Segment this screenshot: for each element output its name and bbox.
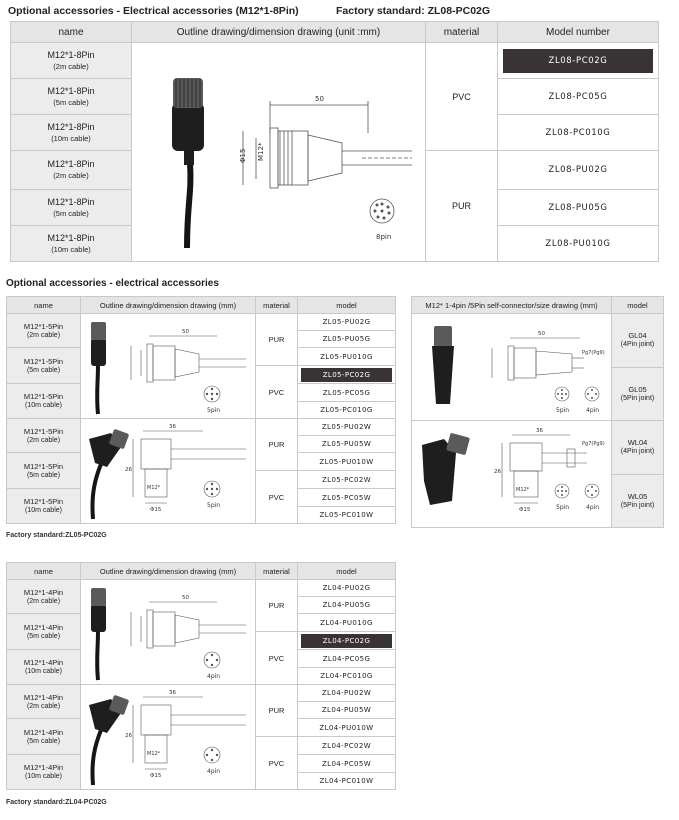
header-drawing: Outline drawing/dimension drawing (unit :mm) — [132, 22, 426, 43]
model-cell[interactable]: ZL04-PU05G — [298, 597, 396, 614]
material-cell: PVC — [256, 366, 298, 419]
name-cell: M12*1-5Pin (2m cable) — [7, 314, 81, 348]
name-cell: M12*1-8Pin (5m cable) — [11, 190, 132, 226]
name-cell: M12*1-5Pin (2m cable) — [7, 419, 81, 453]
section4-standard: Factory standard:ZL04-PC02G — [6, 799, 107, 806]
model-cell[interactable]: ZL05-PC05W — [298, 489, 396, 507]
dim-thread: M12* — [516, 487, 530, 493]
dim-length: 36 — [536, 428, 543, 434]
header-material: material — [256, 297, 298, 314]
connector-8pin-drawing — [132, 43, 426, 259]
dim-thread: M12* — [147, 485, 161, 491]
material-cell: PVC — [256, 471, 298, 524]
header-model: Model number — [498, 22, 659, 43]
drawing-self-angle — [412, 421, 612, 528]
name-cell: M12*1-8Pin (10m cable) — [11, 226, 132, 262]
model-cell[interactable]: ZL04-PU010G — [298, 614, 396, 632]
section2-standard: Factory standard:ZL05-PC02G — [6, 532, 107, 539]
model-cell[interactable]: ZL05-PU05G — [298, 331, 396, 348]
pin4-label: 4pin — [586, 407, 600, 414]
dim-height: 26 — [125, 467, 132, 473]
material-cell: PVC — [256, 737, 298, 790]
model-cell[interactable]: ZL08-PC05G — [498, 79, 659, 115]
name-cell: M12*1-5Pin (10m cable) — [7, 384, 81, 419]
model-cell[interactable]: ZL08-PU05G — [498, 190, 659, 226]
pin5-label: 5pin — [556, 504, 570, 511]
model-cell[interactable]: ZL05-PU010G — [298, 348, 396, 366]
connector-4pin-straight-drawing — [81, 580, 256, 682]
model-cell[interactable]: WL05 (5Pin joint) — [612, 474, 664, 528]
connector-4pin-angle-drawing — [81, 685, 256, 787]
model-cell[interactable]: GL05 (5Pin joint) — [612, 367, 664, 421]
table-8pin — [10, 21, 659, 262]
model-cell[interactable]: ZL04-PC02W — [298, 737, 396, 755]
name-cell: M12*1-8Pin (10m cable) — [11, 115, 132, 151]
table-4pin — [6, 562, 396, 790]
section2-title: Optional accessories - electrical accessories — [6, 278, 219, 289]
model-cell[interactable]: ZL04-PC010W — [298, 773, 396, 790]
header-drawing: Outline drawing/dimension drawing (mm) — [81, 563, 256, 580]
connector-5pin-straight-drawing — [81, 314, 256, 416]
header-model: model — [298, 563, 396, 580]
name-cell: M12*1-4Pin (10m cable) — [7, 650, 81, 685]
model-cell[interactable]: ZL05-PU05W — [298, 436, 396, 453]
pin-label: 4pin — [207, 768, 221, 775]
model-cell[interactable]: ZL05-PC010G — [298, 402, 396, 419]
model-cell[interactable]: ZL08-PU010G — [498, 226, 659, 262]
model-cell[interactable]: ZL05-PU02G — [298, 314, 396, 331]
model-cell[interactable]: ZL08-PU02G — [498, 151, 659, 190]
model-cell[interactable]: GL04 (4Pin joint) — [612, 314, 664, 368]
connector-5pin-angle-drawing — [81, 419, 256, 521]
model-cell[interactable]: ZL04-PC02G — [298, 632, 396, 650]
model-cell[interactable]: ZL08-PC010G — [498, 115, 659, 151]
drawing-5pin-straight — [81, 314, 256, 419]
model-cell[interactable]: ZL08-PC02G — [498, 43, 659, 79]
model-cell[interactable]: ZL05-PU02W — [298, 419, 396, 436]
self-connector-straight-drawing — [412, 314, 612, 418]
header-drawing: Outline drawing/dimension drawing (mm) — [81, 297, 256, 314]
dim-dia: Φ15 — [150, 507, 162, 513]
name-cell: M12*1-4Pin (2m cable) — [7, 685, 81, 719]
dim-length: 50 — [538, 331, 545, 337]
model-cell[interactable]: ZL05-PU010W — [298, 453, 396, 471]
pin-label: 8pin — [376, 233, 392, 241]
model-cell[interactable]: ZL04-PU02W — [298, 685, 396, 702]
dim-dia: Φ15 — [150, 773, 162, 779]
dim-thread: M12* — [257, 142, 265, 161]
model-cell[interactable]: ZL04-PU05W — [298, 702, 396, 719]
dim-length: 36 — [169, 424, 176, 430]
dim-height: 26 — [125, 733, 132, 739]
self-connector-angle-drawing — [412, 421, 612, 525]
model-cell[interactable]: ZL04-PC05G — [298, 650, 396, 668]
pin-label: 4pin — [207, 673, 221, 680]
model-cell[interactable]: ZL04-PU010W — [298, 719, 396, 737]
dim-height: 26 — [494, 469, 501, 475]
drawing-5pin-angle — [81, 419, 256, 524]
header-material: material — [256, 563, 298, 580]
material-cell: PUR — [256, 419, 298, 471]
name-cell: M12*1-4Pin (5m cable) — [7, 614, 81, 650]
name-cell: M12*1-5Pin (10m cable) — [7, 489, 81, 524]
table-self-connector — [411, 296, 664, 528]
header-model: model — [612, 297, 664, 314]
model-cell[interactable]: WL04 (4Pin joint) — [612, 421, 664, 475]
material-pvc: PVC — [426, 43, 498, 151]
header-name: name — [7, 563, 81, 580]
header-drawing: M12* 1-4pin /5Pin self-connector/size drawing (mm) — [412, 297, 612, 314]
dim-length: 50 — [182, 329, 189, 335]
drawing-4pin-angle — [81, 685, 256, 790]
header-material: material — [426, 22, 498, 43]
material-cell: PUR — [256, 580, 298, 632]
model-cell[interactable]: ZL05-PC02W — [298, 471, 396, 489]
dim-pg: Pg7(Pg9) — [582, 350, 605, 356]
dim-thread: M12* — [147, 751, 161, 757]
header-name: name — [11, 22, 132, 43]
dim-length: 50 — [182, 595, 189, 601]
name-cell: M12*1-8Pin (5m cable) — [11, 79, 132, 115]
header-model: model — [298, 297, 396, 314]
drawing-4pin-straight — [81, 580, 256, 685]
model-cell[interactable]: ZL05-PC02G — [298, 366, 396, 384]
name-cell: M12*1-8Pin (2m cable) — [11, 43, 132, 79]
pin4-label: 4pin — [586, 504, 600, 511]
header-name: name — [7, 297, 81, 314]
dim-length: 50 — [315, 95, 324, 103]
name-cell: M12*1-4Pin (5m cable) — [7, 719, 81, 755]
model-cell[interactable]: ZL05-PC05G — [298, 384, 396, 402]
name-cell: M12*1-4Pin (10m cable) — [7, 755, 81, 790]
name-cell: M12*1-5Pin (5m cable) — [7, 348, 81, 384]
table-5pin — [6, 296, 396, 524]
dim-dia: Φ15 — [239, 148, 247, 163]
dim-dia: Φ15 — [519, 507, 531, 513]
material-cell: PUR — [256, 314, 298, 366]
pin5-label: 5pin — [556, 407, 570, 414]
pin-label: 5pin — [207, 407, 221, 414]
model-cell[interactable]: ZL04-PC05W — [298, 755, 396, 773]
section1-title: Optional accessories - Electrical accessories (M12*1-8Pin) — [8, 5, 299, 17]
name-cell: M12*1-5Pin (5m cable) — [7, 453, 81, 489]
material-cell: PUR — [256, 685, 298, 737]
drawing-8pin — [132, 43, 426, 262]
name-cell: M12*1-8Pin (2m cable) — [11, 151, 132, 190]
section1-standard: Factory standard: ZL08-PC02G — [336, 5, 491, 17]
model-cell[interactable]: ZL04-PC010G — [298, 668, 396, 685]
model-cell[interactable]: ZL04-PU02G — [298, 580, 396, 597]
dim-pg: Pg7(Pg9) — [582, 441, 605, 447]
pin-label: 5pin — [207, 502, 221, 509]
drawing-self-straight — [412, 314, 612, 421]
material-cell: PVC — [256, 632, 298, 685]
model-cell[interactable]: ZL05-PC010W — [298, 507, 396, 524]
material-pur: PUR — [426, 151, 498, 262]
name-cell: M12*1-4Pin (2m cable) — [7, 580, 81, 614]
dim-length: 36 — [169, 690, 176, 696]
